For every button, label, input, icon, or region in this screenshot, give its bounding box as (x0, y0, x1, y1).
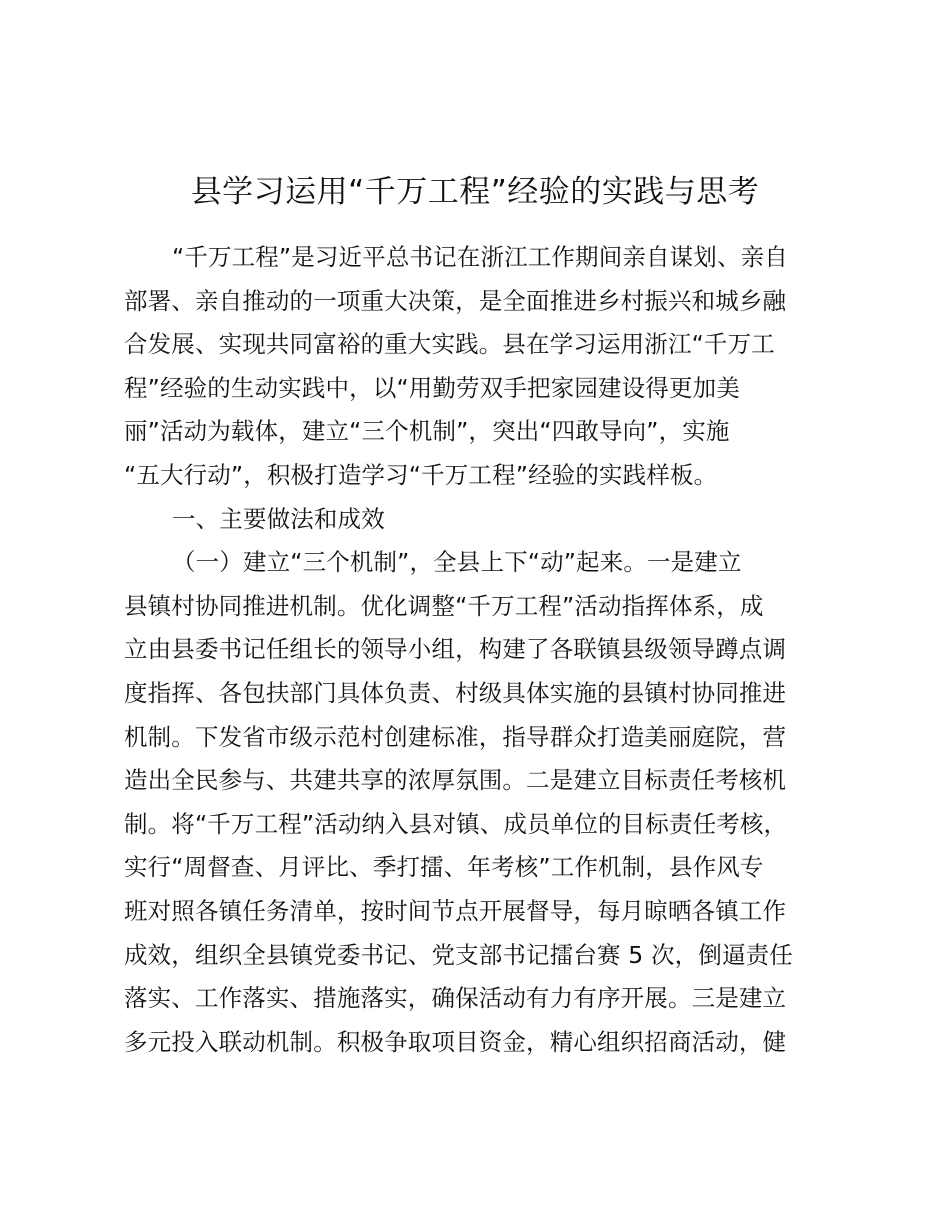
text-line: 县镇村协同推进机制。优化调整“千万工程”活动指挥体系，成 (124, 591, 764, 620)
text-line: 程”经验的生动实践中，以“用勤劳双手把家园建设得更加美 (124, 373, 740, 402)
text-line: 制。将“千万工程”活动纳入县对镇、成员单位的目标责任考核， (124, 809, 788, 838)
text-line: “千万工程”是习近平总书记在浙江工作期间亲自谋划、亲自 (172, 243, 788, 271)
document-body (124, 236, 836, 1064)
text-line: 成效，组织全县镇党委书记、党支部书记擂台赛 5 次，倒逼责任 (124, 940, 793, 969)
document-title: 县学习运用“千万工程”经验的实践与思考 (190, 174, 760, 210)
text-line: “五大行动”，积极打造学习“千万工程”经验的实践样板。 (124, 460, 718, 489)
text-line: 一、主要做法和成效 (172, 504, 385, 533)
text-line: 部署、亲自推动的一项重大决策，是全面推进乡村振兴和城乡融 (124, 286, 787, 315)
text-line: 立由县委书记任组长的领导小组，构建了各联镇县级领导蹲点调 (124, 635, 787, 664)
text-line: 实行“周督查、月评比、季打擂、年考核”工作机制，县作风专 (124, 853, 764, 882)
text-line: （一）建立“三个机制”，全县上下“动”起来。一是建立 (172, 548, 742, 577)
text-line: 造出全民参与、共建共享的浓厚氛围。二是建立目标责任考核机 (124, 766, 787, 795)
text-line: 班对照各镇任务清单，按时间节点开展督导，每月晾晒各镇工作 (124, 896, 787, 925)
text-line: 机制。下发省市级示范村创建标准，指导群众打造美丽庭院，营 (124, 722, 787, 751)
text-line: 落实、工作落实、措施落实，确保活动有力有序开展。三是建立 (124, 984, 787, 1013)
text-line: 合发展、实现共同富裕的重大实践。县在学习运用浙江“千万工 (124, 330, 775, 359)
text-line: 度指挥、各包扶部门具体负责、村级具体实施的县镇村协同推进 (124, 678, 787, 707)
text-line: 丽”活动为载体，建立“三个机制”，突出“四敢导向”，实施 (124, 417, 730, 446)
text-line: 多元投入联动机制。积极争取项目资金，精心组织招商活动，健 (124, 1027, 787, 1056)
